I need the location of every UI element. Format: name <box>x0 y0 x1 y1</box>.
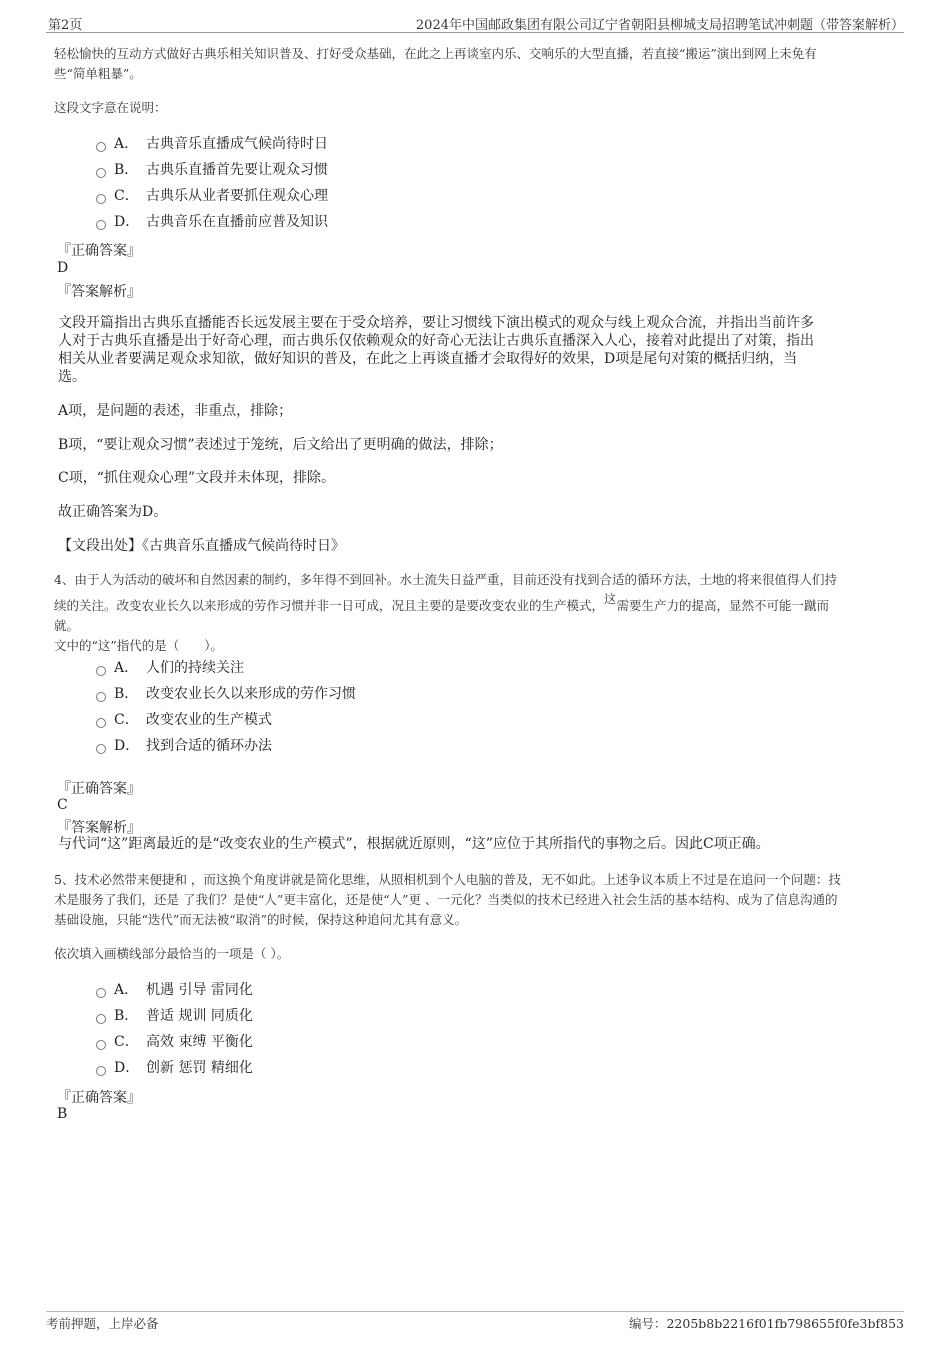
radio-icon[interactable] <box>96 718 106 728</box>
q3-analysis-label: 『答案解析』 <box>57 284 141 300</box>
footer-divider <box>46 1311 904 1312</box>
q4-answer: C <box>57 797 68 813</box>
q4-analysis: 与代词“这”距离最近的是“改变农业的生产模式”，根据就近原则，“这”应位于其所指代的事物之后。因此C项正确。 <box>58 836 770 852</box>
radio-icon[interactable] <box>96 194 106 204</box>
document-title: 2024年中国邮政集团有限公司辽宁省朝阳县柳城支局招聘笔试冲刺题（带答案解析） <box>415 18 904 33</box>
q3-prompt: 这段文字意在说明： <box>54 100 167 115</box>
radio-icon[interactable] <box>96 1066 106 1076</box>
q4-passage-line3: 就。 <box>54 618 80 633</box>
q4-option-c[interactable]: C． 改变农业的生产模式 <box>96 710 272 730</box>
q3-option-d[interactable]: D． 古典音乐在直播前应普及知识 <box>96 212 328 232</box>
q3-reason-b: B项，“要让观众习惯”表述过于笼统，后文给出了更明确的做法，排除； <box>58 437 503 453</box>
radio-icon[interactable] <box>96 666 106 676</box>
q3-analysis-line2: 人对于古典乐直播是出于好奇心理，而古典乐仅依赖观众的好奇心无法让古典乐直播深入人心，接着对此提出了对策，指出 <box>58 333 814 349</box>
q5-answer: B <box>57 1106 68 1122</box>
q4-analysis-label: 『答案解析』 <box>57 820 141 836</box>
radio-icon[interactable] <box>96 142 106 152</box>
footer-slogan: 考前押题，上岸必备 <box>46 1316 159 1331</box>
radio-icon[interactable] <box>96 220 106 230</box>
q3-option-b[interactable]: B． 古典乐直播首先要让观众习惯 <box>96 160 328 180</box>
q4-option-b[interactable]: B． 改变农业长久以来形成的劳作习惯 <box>96 684 356 704</box>
q3-analysis-line4: 选。 <box>58 369 86 385</box>
q3-conclusion: 故正确答案为D。 <box>58 504 168 520</box>
q5-option-d[interactable]: D． 创新 惩罚 精细化 <box>96 1058 253 1078</box>
q4-passage-line2: 续的关注。改变农业长久以来形成的劳作习惯并非一日可成，况且主要的是要改变农业的生产模式， 这 需要生产力的提高，显然不可能一蹴而 <box>54 596 829 616</box>
radio-icon[interactable] <box>96 988 106 998</box>
q3-source: 【文段出处】《古典音乐直播成气候尚待时日》 <box>58 538 345 554</box>
q5-option-b[interactable]: B． 普适 规训 同质化 <box>96 1006 253 1026</box>
q4-option-a[interactable]: A． 人们的持续关注 <box>96 658 244 678</box>
footer-serial: 编号：2205b8b2216f01fb798655f0fe3bf853 <box>628 1316 904 1331</box>
q5-prompt: 依次填入画横线部分最恰当的一项是（ ）。 <box>54 946 290 961</box>
q3-analysis-line1: 文段开篇指出古典乐直播能否长远发展主要在于受众培养，要让习惯线下演出模式的观众与线上观众合流，并指出当前许多 <box>58 315 814 331</box>
q5-passage-line3: 基础设施，只能“迭代”而无法被“取消”的时候，保持这种追问尤其有意义。 <box>54 912 468 927</box>
q3-option-a[interactable]: A． 古典音乐直播成气候尚待时日 <box>96 134 328 154</box>
q5-passage-line2: 术是服务了我们，还是 了我们？是使“人”更丰富化，还是使“人”更 、一元化？当类似的技术已经进入社会生活的基本结构、成为了信息沟通的 <box>54 892 838 907</box>
q5-answer-label: 『正确答案』 <box>57 1090 141 1106</box>
header-divider <box>46 32 904 33</box>
q3-reason-c: C项，“抓住观众心理”文段并未体现，排除。 <box>58 470 336 486</box>
radio-icon[interactable] <box>96 744 106 754</box>
q5-option-c[interactable]: C． 高效 束缚 平衡化 <box>96 1032 253 1052</box>
q4-answer-label: 『正确答案』 <box>57 781 141 797</box>
radio-icon[interactable] <box>96 168 106 178</box>
q3-answer: D <box>57 260 69 276</box>
q4-prompt: 文中的“这”指代的是（ ）。 <box>54 638 224 653</box>
q3-analysis-line3: 相关从业者要满足观众求知欲，做好知识的普及，在此之上再谈直播才会取得好的效果，D项是尾句对策的概括归纳，当 <box>58 351 798 367</box>
q5-passage-line1: 5、技术必然带来便捷和 ，而这换个角度讲就是简化思维，从照相机到个人电脑的普及，无不如此。上述争议本质上不过是在追问一个问题：技 <box>54 872 841 887</box>
q3-option-c[interactable]: C． 古典乐从业者要抓住观众心理 <box>96 186 328 206</box>
q3-passage-line1: 轻松愉快的互动方式做好古典乐相关知识普及、打好受众基础，在此之上再谈室内乐、交响乐的大型直播，若直接“搬运”演出到网上未免有 <box>54 46 817 61</box>
q4-marked-word: 这 <box>604 592 617 606</box>
q5-option-a[interactable]: A． 机遇 引导 雷同化 <box>96 980 253 1000</box>
q3-passage-line2: 些“简单粗暴”。 <box>54 66 142 81</box>
q4-passage-line1: 4、由于人为活动的破坏和自然因素的制约，多年得不到回补。水土流失日益严重，目前还没有找到合适的循环方法，土地的将来很值得人们持 <box>54 572 837 587</box>
page-number: 第2页 <box>48 18 83 33</box>
radio-icon[interactable] <box>96 692 106 702</box>
q3-reason-a: A项，是问题的表述，非重点，排除； <box>58 403 293 419</box>
radio-icon[interactable] <box>96 1014 106 1024</box>
q4-option-d[interactable]: D． 找到合适的循环办法 <box>96 736 272 756</box>
q3-answer-label: 『正确答案』 <box>57 243 141 259</box>
radio-icon[interactable] <box>96 1040 106 1050</box>
